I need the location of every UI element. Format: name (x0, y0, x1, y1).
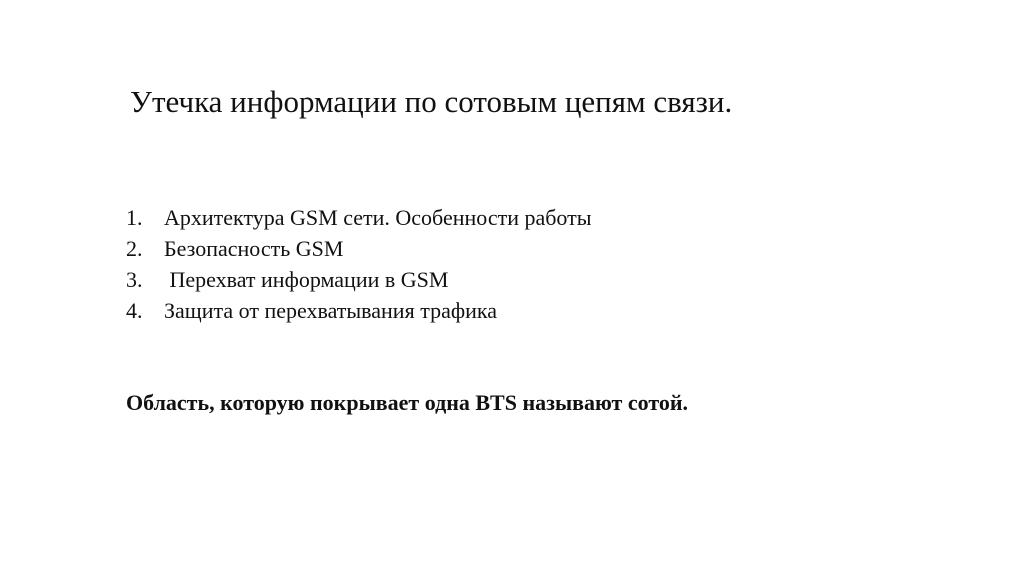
list-item (126, 233, 592, 264)
slide-title: Утечка информации по сотовым цепям связи. (130, 84, 733, 119)
definition-text: Область, которую покрывает одна BTS называют сотой. (126, 390, 689, 415)
list-item-number: 2. (126, 236, 143, 261)
list-item (126, 295, 592, 326)
list-item-number: 4. (126, 298, 143, 323)
list-item-number: 1. (126, 205, 143, 230)
list-item (126, 202, 592, 233)
list-item-text: Безопасность GSM (164, 236, 344, 261)
list-item-text: Архитектура GSM сети. Особенности работы (164, 205, 592, 230)
list-item-number: 3. (126, 267, 143, 292)
list-item-text: Защита от перехватывания трафика (164, 298, 497, 323)
list-item (126, 264, 592, 295)
list-item-text: Перехват информации в GSM (164, 267, 449, 292)
topic-list (126, 202, 592, 326)
